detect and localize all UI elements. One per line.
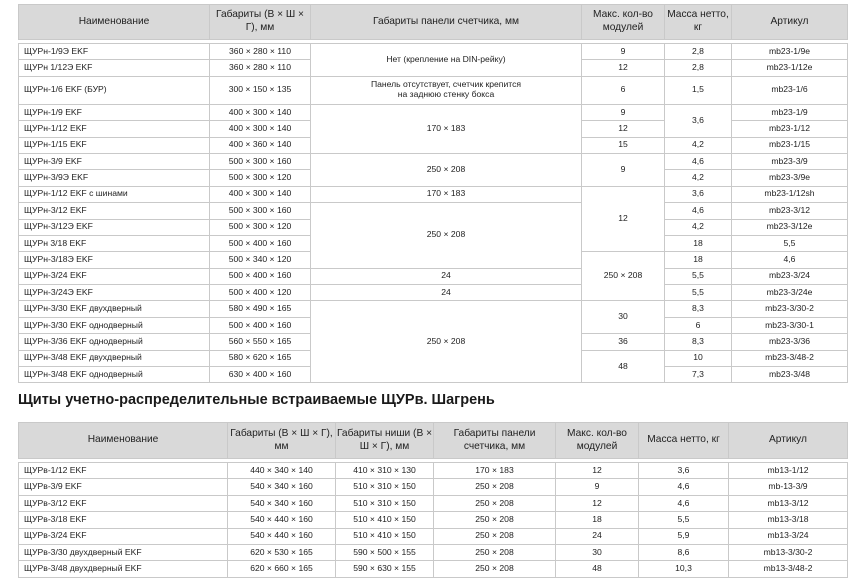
cell-name: ЩУРв-3/9 EKF <box>19 479 228 495</box>
table-row <box>19 463 848 479</box>
cell-meter-panel: 250 × 208 <box>311 301 582 383</box>
table-row <box>19 528 848 544</box>
cell-meter-panel: 250 × 208 <box>434 512 556 528</box>
col-header-name: Наименование <box>19 5 210 40</box>
cell-article: mb23-3/48 <box>732 367 848 383</box>
cell-name: ЩУРн-1/15 EKF <box>19 137 210 153</box>
col-header-net-weight: Масса нетто, кг <box>639 423 729 459</box>
cell-name: ЩУРв-3/18 EKF <box>19 512 228 528</box>
table-row <box>19 153 848 169</box>
cell-article: mb23-3/48-2 <box>732 350 848 366</box>
cell-name: ЩУРн-3/9 EKF <box>19 153 210 169</box>
cell-name: ЩУРн-3/9Э EKF <box>19 170 210 186</box>
cell-dimensions: 540 × 440 × 160 <box>228 528 336 544</box>
cell-modules: 36 <box>582 334 665 350</box>
cell-dimensions: 500 × 300 × 120 <box>210 170 311 186</box>
cell-dimensions: 500 × 300 × 120 <box>210 219 311 235</box>
table-row <box>19 561 848 577</box>
cell-weight: 4,6 <box>665 203 732 219</box>
cell-name: ЩУРн-3/12 EKF <box>19 203 210 219</box>
cell-article: mb13-3/18 <box>729 512 848 528</box>
table-row <box>19 203 848 219</box>
cell-weight: 2,8 <box>665 44 732 60</box>
cell-article: mb23-3/24 <box>732 268 848 284</box>
cell-dimensions: 620 × 530 × 165 <box>228 544 336 560</box>
cell-dimensions: 400 × 300 × 140 <box>210 104 311 120</box>
cell-name: ЩУРн-3/36 EKF однодверный <box>19 334 210 350</box>
cell-weight: 10 <box>665 350 732 366</box>
cell-meter-panel: 250 × 208 <box>311 203 582 269</box>
cell-dimensions: 400 × 360 × 140 <box>210 137 311 153</box>
col-header-niche-dimensions: Габариты ниши (В × Ш × Г), мм <box>336 423 434 459</box>
cell-niche-dimensions: 410 × 310 × 130 <box>336 463 434 479</box>
cell-dimensions: 500 × 300 × 160 <box>210 153 311 169</box>
cell-name: ЩУРн-3/48 EKF двухдверный <box>19 350 210 366</box>
cell-meter-panel: 250 × 208 <box>582 252 665 301</box>
table-row <box>19 76 848 104</box>
cell-niche-dimensions: 590 × 500 × 155 <box>336 544 434 560</box>
col-header-net-weight: Масса нетто, кг <box>665 5 732 40</box>
cell-niche-dimensions: 510 × 310 × 150 <box>336 495 434 511</box>
cell-meter-panel: 250 × 208 <box>434 544 556 560</box>
cell-dimensions: 400 × 300 × 140 <box>210 186 311 202</box>
cell-name: ЩУРв-3/24 EKF <box>19 528 228 544</box>
cell-name: ЩУРн-3/18Э EKF <box>19 252 210 268</box>
cell-article: mb23-3/30-2 <box>732 301 848 317</box>
cell-modules: 18 <box>665 252 732 268</box>
cell-name: ЩУРн 1/12Э EKF <box>19 60 210 76</box>
col-header-dimensions: Габариты (В × Ш × Г), мм <box>210 5 311 40</box>
cell-dimensions: 440 × 340 × 140 <box>228 463 336 479</box>
table-row <box>19 512 848 528</box>
section-title: Щиты учетно-распределительные встраиваемые ЩУРв. Шагрень <box>18 392 495 408</box>
col-header-meter-panel: Габариты панели счетчика, мм <box>434 423 556 459</box>
cell-modules: 24 <box>556 528 639 544</box>
cell-modules: 12 <box>582 121 665 137</box>
cell-weight: 7,3 <box>665 367 732 383</box>
table-row <box>19 479 848 495</box>
cell-article: mb23-3/12e <box>732 219 848 235</box>
cell-dimensions: 500 × 400 × 160 <box>210 317 311 333</box>
cell-weight: 5,5 <box>665 268 732 284</box>
cell-modules: 9 <box>582 44 665 60</box>
cell-meter-panel: 170 × 183 <box>434 463 556 479</box>
cell-article: mb13-3/12 <box>729 495 848 511</box>
cell-weight: 4,6 <box>639 479 729 495</box>
cell-weight: 3,6 <box>665 186 732 202</box>
cell-name: ЩУРн-1/6 EKF (БУР) <box>19 76 210 104</box>
cell-modules: 6 <box>582 76 665 104</box>
table-row <box>19 495 848 511</box>
cell-modules: 9 <box>582 104 665 120</box>
cell-dimensions: 500 × 340 × 120 <box>210 252 311 268</box>
cell-article: mb23-1/12 <box>732 121 848 137</box>
cell-weight: 4,6 <box>665 153 732 169</box>
cell-dimensions: 580 × 490 × 165 <box>210 301 311 317</box>
cell-name: ЩУРн-3/12Э EKF <box>19 219 210 235</box>
col-header-name: Наименование <box>19 423 228 459</box>
cell-article: mb23-1/12sh <box>732 186 848 202</box>
cell-article: mb23-3/12 <box>732 203 848 219</box>
cell-modules: 48 <box>556 561 639 577</box>
cell-dimensions: 630 × 400 × 160 <box>210 367 311 383</box>
cell-modules: 18 <box>665 235 732 251</box>
cell-weight: 2,8 <box>665 60 732 76</box>
cell-niche-dimensions: 590 × 630 × 155 <box>336 561 434 577</box>
cell-modules: 9 <box>556 479 639 495</box>
table-row <box>19 44 848 60</box>
cell-modules: 9 <box>582 153 665 186</box>
table-row <box>19 285 848 301</box>
cell-name: ЩУРн-1/12 EKF <box>19 121 210 137</box>
cell-modules: 12 <box>582 186 665 252</box>
cell-article: mb-13-3/9 <box>729 479 848 495</box>
cell-dimensions: 560 × 550 × 165 <box>210 334 311 350</box>
cell-modules: 15 <box>582 137 665 153</box>
cell-article: mb23-3/9 <box>732 153 848 169</box>
cell-article: mb23-1/12e <box>732 60 848 76</box>
cell-meter-panel: 170 × 183 <box>311 104 582 153</box>
cell-article: mb13-3/30-2 <box>729 544 848 560</box>
cell-name: ЩУРн-3/30 EKF однодверный <box>19 317 210 333</box>
cell-meter-panel: 250 × 208 <box>311 153 582 186</box>
cell-weight: 4,6 <box>732 252 848 268</box>
cell-weight: 5,5 <box>732 235 848 251</box>
cell-modules: 30 <box>556 544 639 560</box>
cell-weight: 4,2 <box>665 170 732 186</box>
cell-article: mb23-1/15 <box>732 137 848 153</box>
cell-name: ЩУРн-1/9 EKF <box>19 104 210 120</box>
table-row <box>19 186 848 202</box>
cell-weight: 4,2 <box>665 137 732 153</box>
cell-meter-panel: Нет (крепление на DIN-рейку) <box>311 44 582 77</box>
flush-boxes-table <box>18 422 848 578</box>
cell-weight: 4,6 <box>639 495 729 511</box>
cell-name: ЩУРв-1/12 EKF <box>19 463 228 479</box>
cell-modules: 12 <box>556 463 639 479</box>
cell-modules: 12 <box>556 495 639 511</box>
cell-dimensions: 500 × 300 × 160 <box>210 203 311 219</box>
cell-dimensions: 400 × 300 × 140 <box>210 121 311 137</box>
col-header-article: Артикул <box>729 423 848 459</box>
cell-article: mb13-1/12 <box>729 463 848 479</box>
cell-dimensions: 500 × 400 × 160 <box>210 268 311 284</box>
cell-name: ЩУРн 3/18 EKF <box>19 235 210 251</box>
cell-modules: 30 <box>582 301 665 334</box>
cell-weight: 8,3 <box>665 301 732 317</box>
cell-dimensions: 500 × 400 × 120 <box>210 285 311 301</box>
cell-weight: 1,5 <box>665 76 732 104</box>
cell-weight: 5,9 <box>639 528 729 544</box>
cell-modules: 12 <box>582 60 665 76</box>
cell-modules: 48 <box>582 350 665 383</box>
cell-niche-dimensions: 510 × 410 × 150 <box>336 512 434 528</box>
cell-weight: 8,6 <box>639 544 729 560</box>
cell-weight: 8,3 <box>665 334 732 350</box>
cell-meter-panel: 250 × 208 <box>434 561 556 577</box>
cell-dimensions: 500 × 400 × 160 <box>210 235 311 251</box>
cell-meter-panel: 250 × 208 <box>434 528 556 544</box>
cell-weight: 5,5 <box>639 512 729 528</box>
cell-article: mb13-3/48-2 <box>729 561 848 577</box>
col-header-dimensions: Габариты (В × Ш × Г), мм <box>228 423 336 459</box>
cell-article: mb23-3/9e <box>732 170 848 186</box>
cell-modules: 24 <box>311 268 582 284</box>
cell-meter-panel: Панель отсутствует, счетчик крепится на заднюю стенку бокса <box>311 76 582 104</box>
cell-niche-dimensions: 510 × 410 × 150 <box>336 528 434 544</box>
cell-dimensions: 540 × 340 × 160 <box>228 479 336 495</box>
cell-meter-panel: 250 × 208 <box>434 479 556 495</box>
cell-weight: 4,2 <box>665 219 732 235</box>
cell-modules: 18 <box>556 512 639 528</box>
cell-name: ЩУРв-3/48 двухдверный EKF <box>19 561 228 577</box>
table-header-row <box>19 5 848 40</box>
table-row <box>19 268 848 284</box>
col-header-article: Артикул <box>732 5 848 40</box>
cell-dimensions: 540 × 340 × 160 <box>228 495 336 511</box>
cell-article: mb23-3/24e <box>732 285 848 301</box>
cell-meter-panel: 170 × 183 <box>311 186 582 202</box>
cell-weight: 3,6 <box>639 463 729 479</box>
table-row <box>19 544 848 560</box>
surface-boxes-table <box>18 4 848 383</box>
col-header-meter-panel: Габариты панели счетчика, мм <box>311 5 582 40</box>
cell-name: ЩУРн-3/48 EKF однодверный <box>19 367 210 383</box>
cell-name: ЩУРн-1/12 EKF с шинами <box>19 186 210 202</box>
cell-weight: 3,6 <box>665 104 732 137</box>
col-header-max-modules: Макс. кол-во модулей <box>582 5 665 40</box>
cell-name: ЩУРв-3/30 двухдверный EKF <box>19 544 228 560</box>
cell-dimensions: 620 × 660 × 165 <box>228 561 336 577</box>
cell-dimensions: 360 × 280 × 110 <box>210 44 311 60</box>
cell-name: ЩУРв-3/12 EKF <box>19 495 228 511</box>
cell-name: ЩУРн-3/24 EKF <box>19 268 210 284</box>
cell-name: ЩУРн-3/24Э EKF <box>19 285 210 301</box>
cell-niche-dimensions: 510 × 310 × 150 <box>336 479 434 495</box>
cell-dimensions: 580 × 620 × 165 <box>210 350 311 366</box>
cell-dimensions: 540 × 440 × 160 <box>228 512 336 528</box>
cell-article: mb23-3/36 <box>732 334 848 350</box>
cell-meter-panel: 250 × 208 <box>434 495 556 511</box>
cell-weight: 5,5 <box>665 285 732 301</box>
cell-modules: 24 <box>311 285 582 301</box>
cell-article: mb23-1/9e <box>732 44 848 60</box>
cell-article: mb13-3/24 <box>729 528 848 544</box>
table-header-row <box>19 423 848 459</box>
cell-article: mb23-3/30-1 <box>732 317 848 333</box>
table-row <box>19 301 848 317</box>
cell-name: ЩУРн-3/30 EKF двухдверный <box>19 301 210 317</box>
cell-dimensions: 360 × 280 × 110 <box>210 60 311 76</box>
cell-dimensions: 300 × 150 × 135 <box>210 76 311 104</box>
col-header-max-modules: Макс. кол-во модулей <box>556 423 639 459</box>
cell-weight: 6 <box>665 317 732 333</box>
cell-article: mb23-1/9 <box>732 104 848 120</box>
table-row <box>19 104 848 120</box>
cell-article: mb23-1/6 <box>732 76 848 104</box>
cell-weight: 10,3 <box>639 561 729 577</box>
cell-name: ЩУРн-1/9Э EKF <box>19 44 210 60</box>
